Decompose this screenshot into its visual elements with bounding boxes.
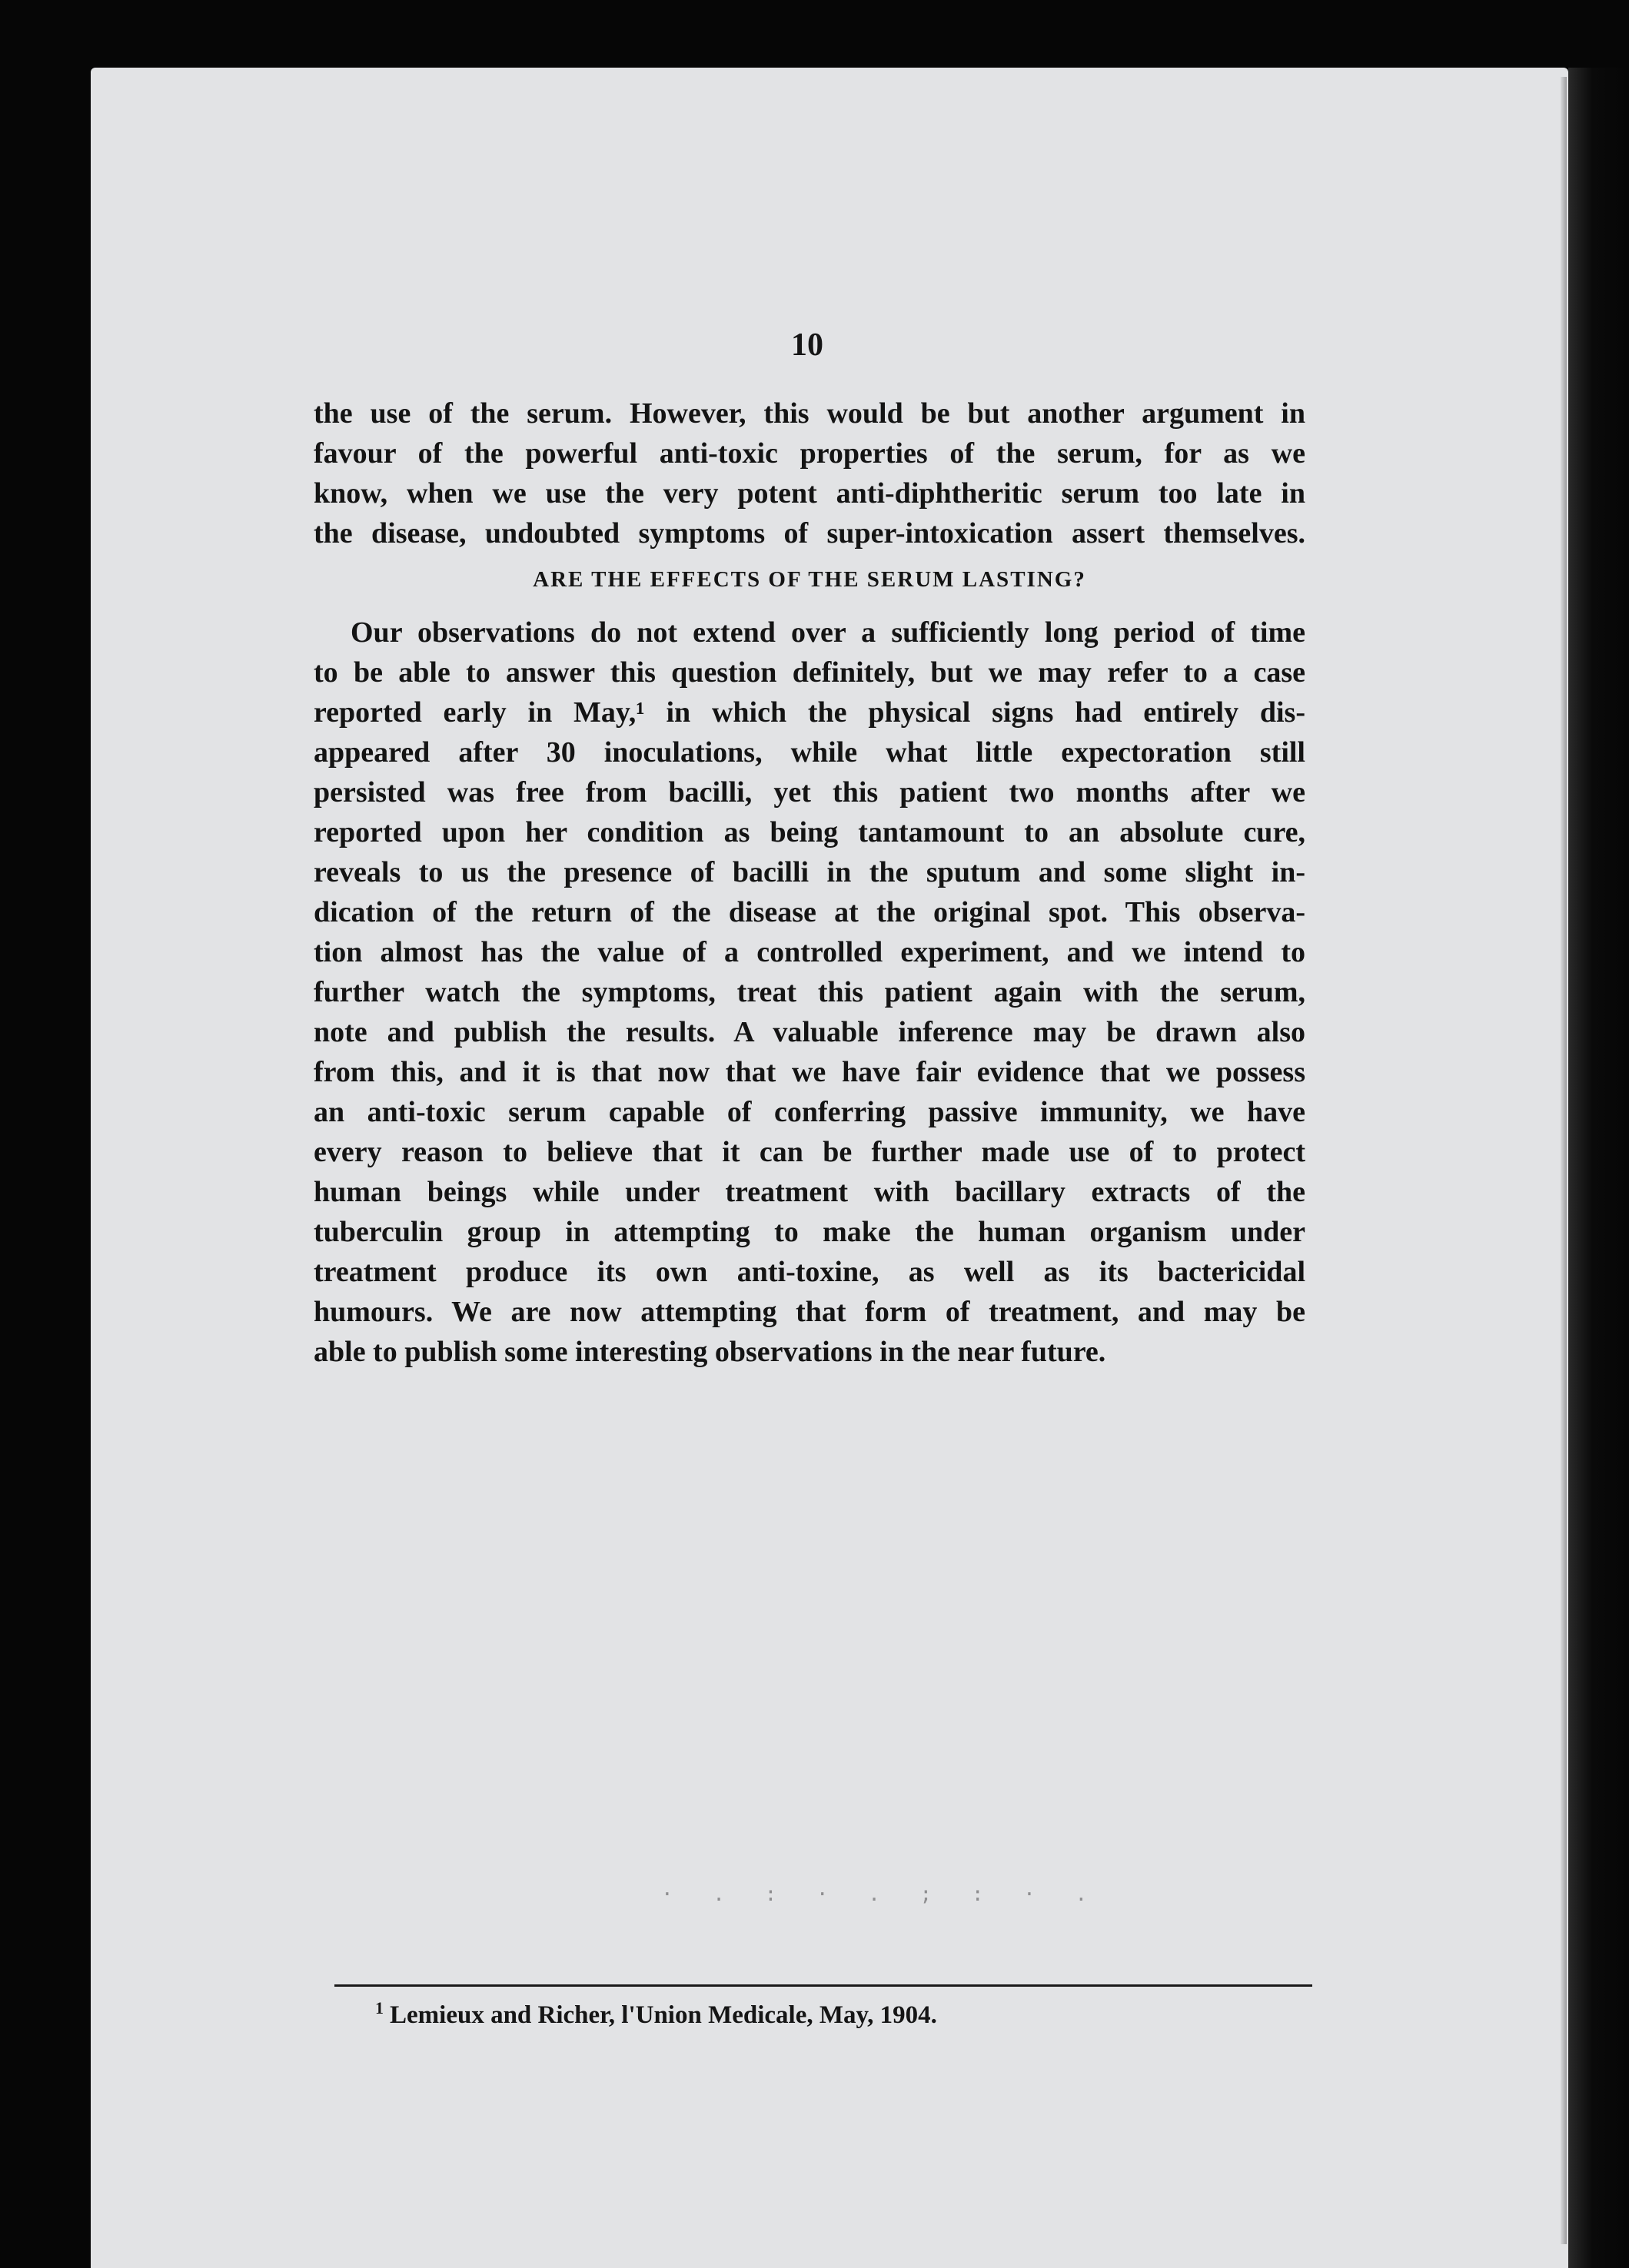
text-line: tion almost has the value of a controlled experiment, and we intend to — [314, 936, 1305, 968]
text-line: note and publish the results. A valuable inference may be drawn also — [314, 1016, 1305, 1048]
page-number: 10 — [791, 327, 823, 363]
text-line: treatment produce its own anti-toxine, as well as its bactericidal — [314, 1256, 1305, 1288]
text-line: an anti-toxic serum capable of conferring passive immunity, we have — [314, 1096, 1305, 1128]
text-line: able to publish some interesting observations in the near future. — [314, 1336, 1106, 1368]
footnote — [375, 1998, 937, 2030]
footnote-marker: 1 — [375, 1998, 384, 2017]
text-line: appeared after 30 inoculations, while what little expectoration still — [314, 736, 1305, 769]
footnote-divider — [334, 1984, 1312, 1987]
text-line: favour of the powerful anti-toxic properties of the serum, for as we — [314, 437, 1305, 470]
scan-speckle: · . : · . ; : · . — [661, 1883, 1102, 1906]
text-line: reported early in May,¹ in which the physical signs had entirely dis- — [314, 696, 1305, 729]
text-line: the disease, undoubted symptoms of super-intoxication assert themselves. — [314, 517, 1305, 550]
text-line: to be able to answer this question definitely, but we may refer to a case — [314, 656, 1305, 689]
scan-shadow — [1568, 68, 1629, 2268]
text-line: further watch the symptoms, treat this patient again with the serum, — [314, 976, 1305, 1008]
paragraph-continuation — [314, 393, 1305, 553]
text-line: reported upon her condition as being tantamount to an absolute cure, — [314, 816, 1305, 848]
text-line: the use of the serum. However, this would be but another argument in — [314, 397, 1305, 430]
page-binding-edge — [1561, 77, 1567, 2244]
text-line: know, when we use the very potent anti-diphtheritic serum too late in — [314, 477, 1305, 510]
footnote-text: Lemieux and Richer, l'Union Medicale, May, 1904. — [390, 2001, 937, 2029]
paragraph-main — [314, 613, 1305, 1372]
section-heading: ARE THE EFFECTS OF THE SERUM LASTING? — [533, 567, 1086, 592]
text-line: humours. We are now attempting that form of treatment, and may be — [314, 1296, 1305, 1328]
text-line: Our observations do not extend over a sufficiently long period of time — [351, 616, 1305, 649]
text-line: persisted was free from bacilli, yet this patient two months after we — [314, 776, 1305, 809]
text-line: human beings while under treatment with bacillary extracts of the — [314, 1176, 1305, 1208]
text-line: dication of the return of the disease at the original spot. This observa- — [314, 896, 1305, 928]
text-line: every reason to believe that it can be further made use of to protect — [314, 1136, 1305, 1168]
text-line: tuberculin group in attempting to make the human organism under — [314, 1216, 1305, 1248]
text-line: reveals to us the presence of bacilli in the sputum and some slight in- — [314, 856, 1305, 888]
text-line: from this, and it is that now that we have fair evidence that we possess — [314, 1056, 1305, 1088]
